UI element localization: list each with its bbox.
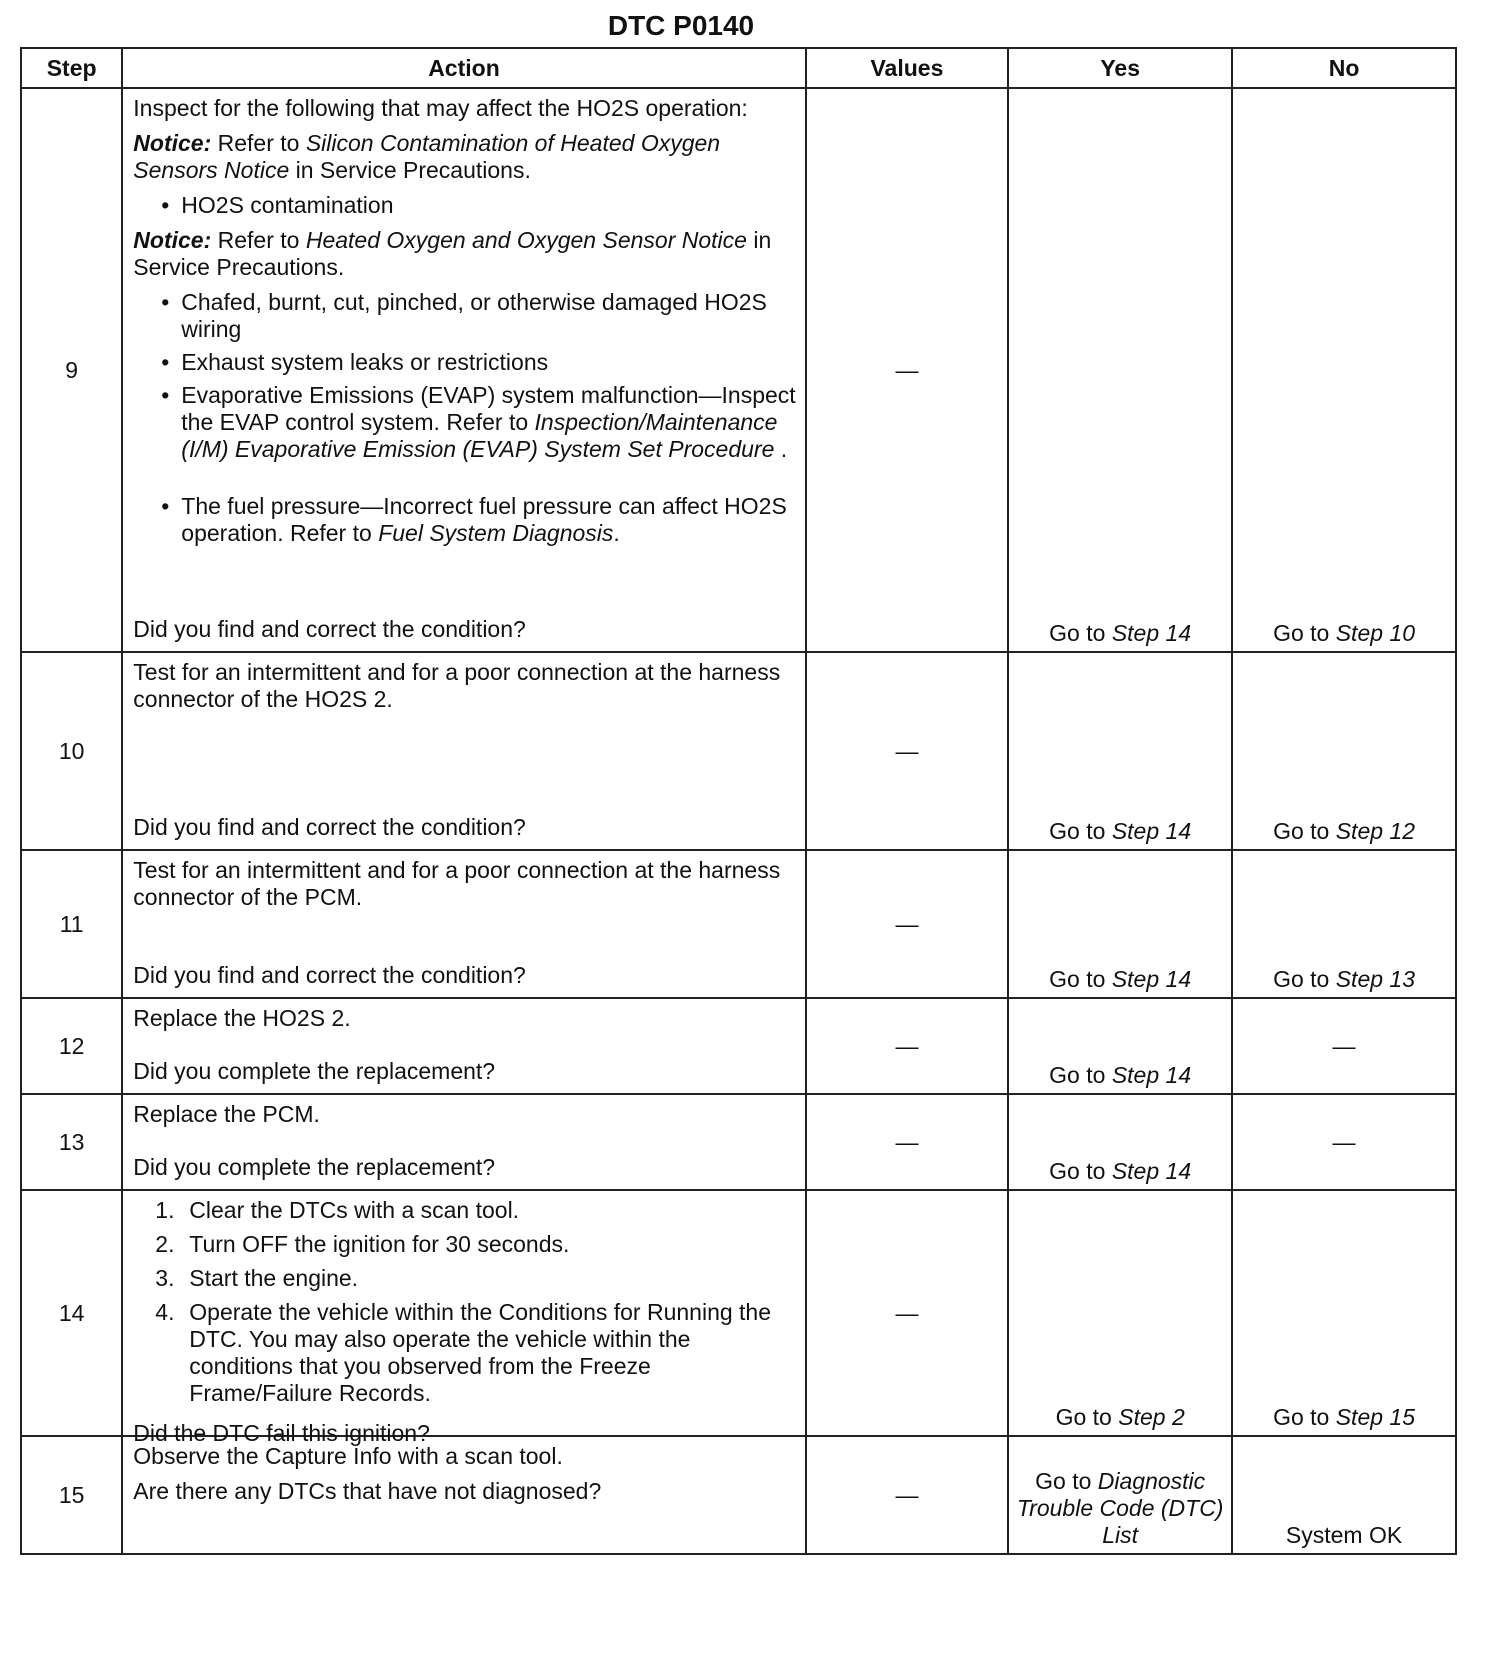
step-number: 10 [21,652,122,850]
table-row [21,998,1456,1094]
question-text: Did the DTC fail this ignition? [133,1420,430,1446]
step-number: 14 [21,1190,122,1436]
list-item: 2. Turn OFF the ignition for 30 seconds. [155,1231,570,1257]
bullet-list [133,192,798,219]
yes-cell[interactable]: Go to Step 14 [1008,850,1232,998]
table-row [21,652,1456,850]
step-number: 11 [21,850,122,998]
list-item: • Evaporative Emissions (EVAP) system malfunction—Inspect the EVAP control system. Refer to Inspection/Maintenance (I/M) Evaporative Emission (EVAP) System Set Procedure . [181,382,798,463]
no-cell[interactable]: Go to Step 12 [1232,652,1456,850]
question-text: Did you complete the replacement? [133,1058,496,1084]
values-cell: — [806,652,1009,850]
notice: Notice: Refer to Silicon Contamination of Heated Oxygen Sensors Notice in Service Precautions. [133,130,721,183]
page-title: DTC P0140 [607,10,755,41]
step-number: 12 [21,998,122,1094]
header-no: No [1232,48,1456,88]
yes-cell[interactable]: Go to Diagnostic Trouble Code (DTC) List [1008,1436,1232,1554]
list-item: • The fuel pressure—Incorrect fuel pressure can affect HO2S operation. Refer to Fuel System Diagnosis. [181,493,798,547]
list-item: 3. Start the engine. [155,1265,359,1291]
action-text: Replace the HO2S 2. [133,1005,351,1031]
action-text: Test for an intermittent and for a poor connection at the harness connector of the PCM. [133,857,781,910]
no-cell[interactable]: Go to Step 13 [1232,850,1456,998]
dtc-table [20,47,1457,1555]
yes-cell[interactable]: Go to Step 14 [1008,88,1232,652]
action-cell [122,652,805,850]
step-number: 15 [21,1436,122,1554]
action-cell [122,88,805,652]
yes-cell[interactable]: Go to Step 14 [1008,998,1232,1094]
action-cell [122,1190,805,1446]
table-row [21,850,1456,998]
action-cell [122,1436,805,1554]
step-number: 9 [21,88,122,652]
values-cell: — [806,850,1009,998]
question-text: Did you complete the replacement? [133,1154,496,1180]
yes-cell[interactable]: Go to Step 2 [1008,1190,1232,1436]
action-cell [122,1094,805,1190]
values-cell: — [806,998,1009,1094]
bullet-list [133,289,798,547]
yes-cell[interactable]: Go to Step 14 [1008,1094,1232,1190]
no-cell[interactable]: Go to Step 15 [1232,1190,1456,1436]
list-item: 1. Clear the DTCs with a scan tool. [155,1197,520,1223]
action-text: Test for an intermittent and for a poor connection at the harness connector of the HO2S 2. [133,659,781,712]
action-text: Inspect for the following that may affect the HO2S operation: [133,95,748,121]
procedure-reference-link[interactable]: Inspection/Maintenance (I/M) Evaporative Emission (EVAP) System Set Procedure [181,409,778,462]
notice-reference-link[interactable]: Silicon Contamination of Heated Oxygen Sensors Notice [133,130,721,183]
action-text: Replace the PCM. [133,1101,320,1127]
action-cell [122,850,805,998]
notice: Notice: Refer to Heated Oxygen and Oxygen Sensor Notice in Service Precautions. [133,227,772,280]
header-step: Step [21,48,122,88]
question-text: Did you find and correct the condition? [133,616,526,642]
header-action: Action [122,48,805,88]
header-yes: Yes [1008,48,1232,88]
action-cell [122,998,805,1094]
notice-reference-link[interactable]: Heated Oxygen and Oxygen Sensor Notice [305,227,747,253]
values-cell: — [806,1436,1009,1554]
step-number: 13 [21,1094,122,1190]
no-cell[interactable]: Go to Step 10 [1232,88,1456,652]
action-text: Observe the Capture Info with a scan tool. [133,1443,563,1469]
question-text: Did you find and correct the condition? [133,814,526,840]
yes-cell[interactable]: Go to Step 14 [1008,652,1232,850]
header-values: Values [806,48,1009,88]
no-cell: — [1232,998,1456,1094]
list-item: • Exhaust system leaks or restrictions [181,349,798,376]
list-item: • Chafed, burnt, cut, pinched, or otherwise damaged HO2S wiring [181,289,798,343]
procedure-reference-link[interactable]: Fuel System Diagnosis [378,520,614,546]
values-cell: — [806,1190,1009,1436]
numbered-list [133,1197,798,1414]
values-cell: — [806,88,1009,652]
question-text: Are there any DTCs that have not diagnosed? [133,1478,602,1504]
question-text: Did you find and correct the condition? [133,962,526,988]
table-row [21,1094,1456,1190]
table-row [21,1190,1456,1436]
no-cell: System OK [1232,1436,1456,1554]
list-item: • HO2S contamination [181,192,798,219]
list-item: 4. Operate the vehicle within the Conditions for Running the DTC. You may also operate the vehicle within the conditions that you observed from the Freeze Frame/Failure Records. [155,1299,772,1406]
table-row [21,88,1456,652]
header-row [21,48,1456,88]
no-cell: — [1232,1094,1456,1190]
values-cell: — [806,1094,1009,1190]
table-row [21,1436,1456,1554]
